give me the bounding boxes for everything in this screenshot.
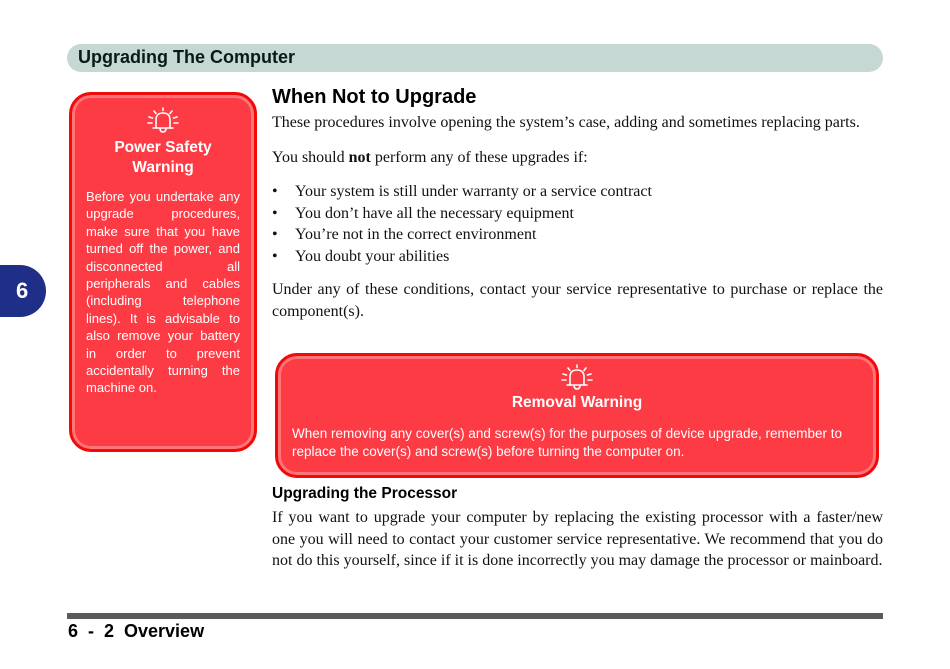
alarm-warning-icon [146,107,180,133]
should-not-paragraph [272,147,883,169]
list-item-text: You don’t have all the necessary equipment [295,204,574,222]
alarm-warning-icon [560,364,594,390]
list-item-text: You doubt your abilities [295,247,450,265]
conditions-paragraph: Under any of these conditions, contact your service representative to purchase or replace the component(s). [272,281,883,320]
chapter-number: 6 [16,278,29,303]
power-safety-warning-text: Before you undertake any upgrade procedures, make sure that you have turned off the power, and disconnected all peripherals and cables (including telephone lines). It is advisable to also remove your battery in order to prevent accidentally turning the machine on. [86,189,240,396]
header-bar [67,44,883,72]
footer-rule [67,613,883,619]
intro-paragraph: These procedures involve opening the system’s case, adding and sometimes replacing parts. [272,114,860,131]
list-item: • You doubt your abilities [272,247,450,265]
removal-warning-text: When removing any cover(s) and screw(s) for the purposes of device upgrade, remember to replace the cover(s) and screw(s) before turning the computer on. [292,426,842,459]
chapter-tab [0,265,46,317]
header-title: Upgrading The Computer [78,47,295,67]
should-not-prefix: You should [272,148,349,166]
should-not-emphasis: not [348,148,371,166]
list-item-text: You’re not in the correct environment [295,226,537,244]
should-not-suffix: perform any of these upgrades if: [370,148,588,166]
processor-title: Upgrading the Processor [272,485,458,502]
power-safety-warning-title: Power Safety Warning [114,139,212,176]
list-item: • You’re not in the correct environment [272,226,537,244]
power-safety-warning-box [69,92,257,452]
processor-paragraph: If you want to upgrade your computer by replacing the existing processor with a faster/new one you will need to contact your customer service representative. We recommend that you do not do this yourself, since if it is done incorrectly you may damage the processor or mainboard. [272,509,883,570]
conditions-list [272,181,883,267]
section-title: When Not to Upgrade [272,86,477,108]
list-item: • You don’t have all the necessary equipment [272,204,574,222]
main-content [272,83,883,322]
list-item-text: Your system is still under warranty or a service contract [295,183,652,200]
removal-warning-title: Removal Warning [511,394,643,411]
removal-warning-box [275,353,879,478]
list-item: • Your system is still under warranty or a service contract [272,183,652,200]
footer-page-label: 6 - 2 Overview [68,621,205,641]
processor-section [272,484,883,572]
